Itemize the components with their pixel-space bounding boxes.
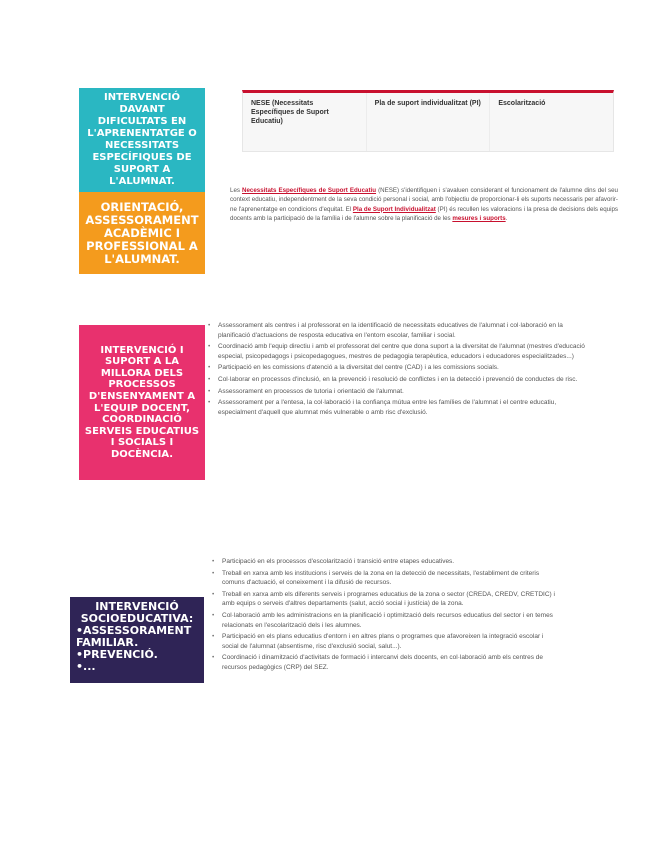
list-item: • Coordinació amb l'equip directiu i amb el professorat del centre que dona suport a la diversitat de l'alumnat (mestres d'educació especial, psicopedagogs i psicopedagogues, mestres de pedagogia terapèutica, educadors i educadores especialitzades...) xyxy=(206,342,586,361)
heading-box-orientation: ORIENTACIÓ, ASSESSORAMENT ACADÈMIC I PROFESSIONAL A L'ALUMNAT. xyxy=(79,192,205,274)
tab-escolaritzacio[interactable]: Escolarització xyxy=(498,100,546,107)
list-item: • Treball en xarxa amb els diferents serveis i programes educatius de la zona o sector (CREDA, CREDV, CRETDIC) i amb equips o serveis d'altres departaments (salut, acció social i justícia) de la zona. xyxy=(210,590,555,609)
tab-pi[interactable]: Pla de suport individualitzat (PI) xyxy=(367,93,491,151)
list-item: • Col·laborar en processos d'inclusió, en la prevenció i resolució de conflictes i en la detecció i prevenció de conductes de risc. xyxy=(206,375,586,385)
heading-box-teacher-support: INTERVENCIÓ I SUPORT A LA MILLORA DELS PROCESSOS D'ENSENYAMENT A L'EQUIP DOCENT, COORDINACIÓ SERVEIS EDUCATIUS I SOCIALS I DOCÈNCIA. xyxy=(79,325,205,480)
heading-box-learning-difficulties: INTERVENCIÓ DAVANT DIFICULTATS EN L'APRENENTATGE O NECESSITATS ESPECÍFIQUES DE SUPORT A L'ALUMNAT. xyxy=(79,88,205,192)
socioeducational-items xyxy=(76,625,198,673)
paragraph-text: (NESE) s'identifiquen i s'avaluen considerant el funcionament de l'alumne dins del seu context educatiu, independentment de la seva condició personal i social, amb l'objectiu de proporcionar-li els suports necessaris per afavorir-ne l'aprenentatge en condicions d'equitat. El xyxy=(230,187,618,213)
list-item: • Coordinació i dinamització d'activitats de formació i intercanvi dels docents, en col·laboració amb els centres de recursos pedagògics (CRP) del SEZ. xyxy=(210,653,555,672)
heading-box-socioeducational xyxy=(70,597,204,683)
socioeducational-list xyxy=(210,557,555,675)
list-item: • Assessorament als centres i al professorat en la identificació de necessitats educatives de l'alumnat i col·laboració en la planificació d'actuacions de resposta educativa en l'entorn escolar, familiar i social. xyxy=(206,321,586,340)
paragraph-text: (PI) és recullen les valoracions i la presa de decisions dels equips docents amb la participació de la família i de l'alumne sobre la planificació de les xyxy=(230,205,618,222)
list-item: • ... xyxy=(76,661,198,673)
nese-link[interactable]: Necessitats Específiques de Suport Educatiu xyxy=(242,187,377,195)
list-item: • Assessorament per a l'entesa, la col·laboració i la confiança mútua entre les famílies de l'alumnat i el centre educatiu, especialment d'aquell que alumnat més vulnerable o amb risc d'exclusió. xyxy=(206,398,586,417)
support-tabs xyxy=(242,90,614,152)
list-item: • Participació en els plans educatius d'entorn i en altres plans o programes que afavoreixen la integració escolar i social de l'alumnat (absentisme, risc d'exclusió social, salut...). xyxy=(210,632,555,651)
nese-paragraph xyxy=(230,186,618,223)
list-item: • Treball en xarxa amb les institucions i serveis de la zona en la detecció de necessitats, l'establiment de criteris comuns d'actuació, el coneixement i la difusió de recursos. xyxy=(210,569,555,588)
pi-link[interactable]: Pla de Suport Individualitzat xyxy=(352,205,436,213)
teacher-support-list xyxy=(206,321,586,419)
socioeducational-title: INTERVENCIÓ SOCIOEDUCATIVA: xyxy=(80,600,194,625)
list-item: • Participació en els processos d'escolarització i transició entre etapes educatives. xyxy=(210,557,555,567)
paragraph-text: Les xyxy=(230,187,243,195)
list-item: • ASSESSORAMENT FAMILIAR. xyxy=(76,625,198,649)
measures-link[interactable]: mesures i suports xyxy=(452,214,506,222)
list-item: • PREVENCIÓ. xyxy=(76,649,198,661)
paragraph-text: . xyxy=(505,214,508,222)
tab-nese[interactable]: NESE (Necessitats Específiques de Suport Educatiu) xyxy=(243,93,367,151)
list-item: • Participació en les comissions d'atenció a la diversitat del centre (CAD) i a les comissions socials. xyxy=(206,363,586,373)
list-item: • Col·laboració amb les administracions en la planificació i optimització dels recursos educatius del sector i en temes relacionats en l'escolarització dels i les alumnes. xyxy=(210,611,555,630)
list-item: • Assessorament en processos de tutoria i orientació de l'alumnat. xyxy=(206,387,586,397)
